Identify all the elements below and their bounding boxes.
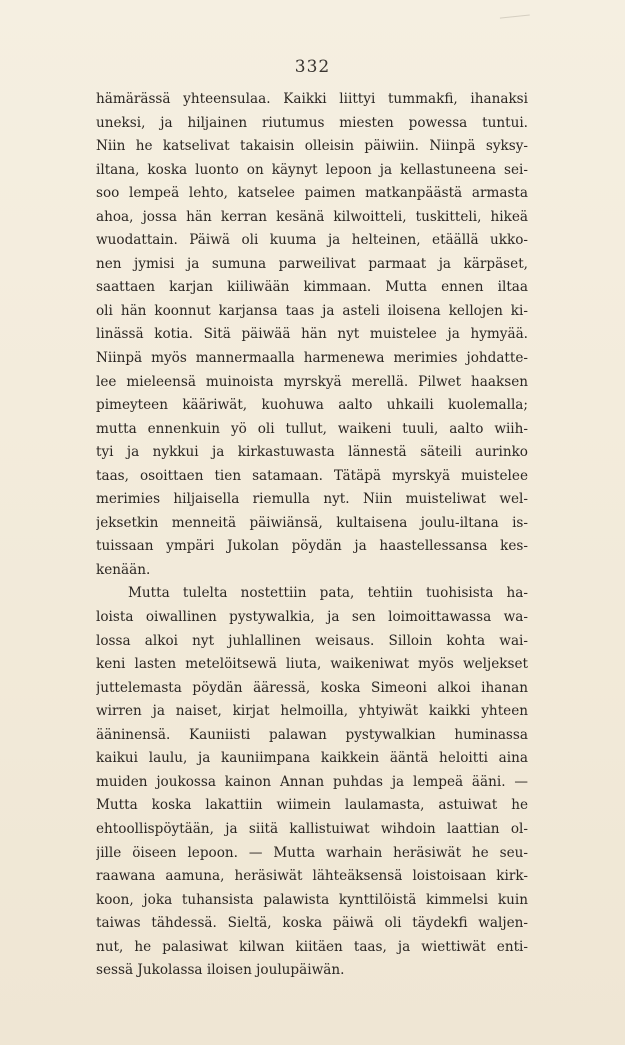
text-line: lee mieleensä muinoista myrskyä merellä. Pilwet haaksen	[96, 373, 528, 390]
page-smudge	[500, 14, 530, 21]
text-line: keni lasten metelöitsewä liuta, waikeniwat myös weljekset	[96, 656, 528, 673]
text-line: hämärässä yhteensulaa. Kaikki liittyi tummakfi, ihanaksi	[96, 91, 528, 107]
text-line: tyi ja nykkui ja kirkastuwasta lännestä säteili aurinko	[96, 444, 528, 461]
page-number: 332	[294, 57, 331, 77]
text-line: wirren ja naiset, kirjat helmoilla, yhtyiwät kaikki yhteen	[96, 703, 528, 720]
text-line: wuodattain. Päiwä oli kuuma ja helteinen, etäällä ukko-	[96, 232, 528, 249]
text-line: kenään.	[96, 561, 151, 578]
text-line: Niinpä myös mannermaalla harmenewa merimies johdatte-	[96, 350, 528, 367]
text-line: linässä kotia. Sitä päiwää hän nyt muistelee ja hymyää.	[96, 326, 528, 343]
text-line: mutta ennenkuin yö oli tullut, waikeni tuuli, aalto wiih-	[96, 420, 528, 437]
text-line: Mutta koska lakattiin wiimein laulamasta, astuiwat he	[96, 797, 528, 814]
text-line: tuissaan ympäri Jukolan pöydän ja haastellessansa kes-	[96, 538, 528, 555]
text-line: saattaen karjan kiiliwään kimmaan. Mutta ennen iltaa	[96, 279, 528, 296]
text-line: jeksetkin menneitä päiwiänsä, kultaisena joulu-iltana is-	[96, 514, 528, 531]
text-line: raawana aamuna, heräsiwät lähteäksensä loistoisaan kirk-	[96, 868, 528, 885]
text-line: nut, he palasiwat kilwan kiitäen taas, ja wiettiwät enti-	[96, 938, 528, 955]
text-line: kaikui laulu, ja kauniimpana kaikkein ääntä heloitti aina	[96, 750, 528, 767]
text-line: Mutta tulelta nostettiin pata, tehtiin tuohisista ha-	[128, 585, 528, 602]
text-line: merimies hiljaisella riemulla nyt. Niin muisteliwat wel-	[96, 491, 528, 508]
text-line: ääninensä. Kauniisti palawan pystywalkian huminassa	[96, 726, 528, 743]
paragraph	[96, 88, 528, 582]
text-line: jille öiseen lepoon. — Mutta warhain heräsiwät he seu-	[96, 844, 528, 861]
text-line: sessä Jukolassa iloisen joulupäiwän.	[96, 962, 345, 979]
text-line: nen jymisi ja sumuna parweilivat parmaat ja kärpäset,	[96, 255, 528, 272]
text-line: soo lempeä lehto, katselee paimen matkanpäästä armasta	[96, 185, 528, 202]
body-text	[96, 88, 528, 983]
text-line: ahoa, jossa hän kerran kesänä kilwoitteli, tuskitteli, hikeä	[96, 208, 528, 225]
text-line: loista oiwallinen pystywalkia, ja sen loimoittawassa wa-	[96, 609, 528, 626]
text-line: koon, joka tuhansista palawista kynttilöistä kimmelsi kuin	[96, 891, 528, 908]
text-line: oli hän koonnut karjansa taas ja asteli iloisena kellojen ki-	[96, 302, 528, 319]
paragraph	[96, 582, 528, 982]
text-line: lossa alkoi nyt juhlallinen weisaus. Silloin kohta wai-	[96, 632, 528, 649]
text-line: Niin he katselivat takaisin olleisin päiwiin. Niinpä syksy-	[96, 138, 528, 155]
text-line: taas, osoittaen tien satamaan. Tätäpä myrskyä muistelee	[96, 467, 528, 484]
text-line: juttelemasta pöydän ääressä, koska Simeoni alkoi ihanan	[96, 679, 528, 696]
text-line: pimeyteen kääriwät, kuohuwa aalto uhkaili kuolemalla;	[96, 397, 528, 414]
text-line: ehtoollispöytään, ja siitä kallistuiwat wihdoin laattian ol-	[96, 820, 528, 837]
text-line: uneksi, ja hiljainen riutumus miesten powessa tuntui.	[96, 114, 528, 131]
text-line: muiden joukossa kainon Annan puhdas ja lempeä ääni. —	[96, 773, 528, 790]
text-line: taiwas tähdessä. Sieltä, koska päiwä oli täydekfi waljen-	[96, 915, 528, 932]
text-line: iltana, koska luonto on käynyt lepoon ja kellastuneena sei-	[96, 161, 528, 178]
